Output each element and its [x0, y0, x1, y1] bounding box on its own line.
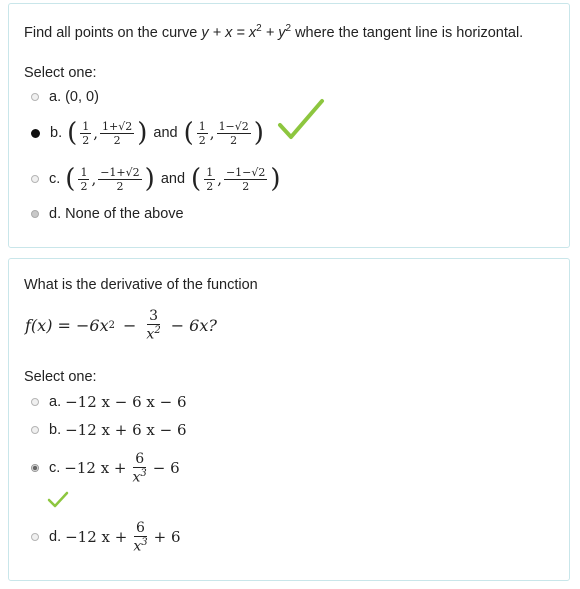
fraction: $\frac{6}{x^3}$ — [133, 519, 148, 555]
option-a[interactable] — [31, 86, 99, 108]
option-letter: b. — [49, 422, 62, 438]
option-letter: a. — [49, 394, 62, 410]
fraction: $\frac{1-√2}{2}$ — [218, 119, 249, 147]
comma: , — [217, 170, 222, 188]
comma: , — [93, 124, 99, 142]
fraction: $\frac{1}{2}$ — [198, 119, 206, 147]
radio-button[interactable] — [31, 426, 39, 434]
minus-sign: − — [123, 315, 137, 335]
checkmark-icon — [277, 97, 325, 141]
option-a[interactable] — [31, 391, 187, 413]
open-paren: ( — [67, 118, 78, 148]
question-suffix: where the tangent line is horizontal. — [291, 24, 524, 41]
question-card-2 — [8, 258, 570, 581]
question-prefix: Find all points on the curve — [24, 24, 202, 41]
comma: , — [209, 124, 215, 142]
option-math: −12 x − 6 x − 6 — [65, 393, 187, 411]
open-paren: ( — [65, 164, 76, 194]
radio-button[interactable] — [31, 175, 39, 183]
fraction: $\frac{1}{2}$ — [206, 165, 214, 193]
option-math: − 6 — [152, 459, 180, 477]
option-b[interactable] — [31, 118, 265, 148]
question-text — [24, 23, 523, 41]
open-paren: ( — [191, 164, 202, 194]
option-d[interactable] — [31, 518, 181, 556]
and-text: and — [153, 125, 178, 141]
option-d[interactable] — [31, 203, 184, 225]
option-text: (0, 0) — [65, 89, 99, 105]
close-paren: ) — [270, 164, 281, 194]
option-letter: d. — [49, 206, 62, 222]
select-one-label: Select one: — [24, 369, 97, 385]
fraction: $\frac{6}{x^3}$ — [132, 450, 147, 486]
radio-button[interactable] — [31, 398, 39, 406]
fraction: $\frac{-1+√2}{2}$ — [100, 165, 140, 193]
question-math-mid: + y — [261, 24, 286, 41]
checkmark-icon — [47, 491, 69, 509]
select-one-label: Select one: — [24, 65, 97, 81]
option-letter: b. — [50, 125, 63, 141]
radio-button[interactable] — [31, 533, 39, 541]
exponent: 2 — [285, 23, 292, 34]
option-text: None of the above — [65, 206, 184, 222]
fraction: $\frac{1}{2}$ — [80, 165, 88, 193]
function-expression — [25, 303, 217, 347]
option-letter: c. — [49, 460, 61, 476]
option-math: −12 x + — [64, 459, 127, 477]
function-lhs: f(x) = −6x — [25, 315, 109, 335]
fraction: $\frac{1+√2}{2}$ — [102, 119, 133, 147]
close-paren: ) — [144, 164, 155, 194]
exponent: 2 — [256, 23, 262, 34]
fraction: $\frac{-1-√2}{2}$ — [225, 165, 266, 193]
comma: , — [91, 170, 97, 188]
option-letter: a. — [49, 89, 62, 105]
fraction: $\frac{1}{2}$ — [82, 119, 90, 147]
and-text: and — [160, 171, 186, 187]
option-math: + 6 — [153, 528, 181, 546]
option-letter: c. — [49, 171, 61, 187]
option-c[interactable] — [31, 164, 282, 194]
close-paren: ) — [253, 118, 264, 148]
option-math: −12 x + 6 x − 6 — [65, 421, 187, 439]
exponent: 2 — [108, 319, 115, 331]
radio-button-selected[interactable] — [31, 129, 40, 138]
question-card-1 — [8, 3, 570, 248]
radio-button-selected[interactable] — [31, 464, 39, 472]
fraction: $\frac{3}{x^2}$ — [146, 307, 161, 343]
close-paren: ) — [137, 118, 148, 148]
option-math: −12 x + — [65, 528, 128, 546]
radio-button[interactable] — [31, 93, 39, 101]
function-tail: − 6x? — [170, 315, 217, 335]
option-letter: d. — [49, 529, 62, 545]
radio-button[interactable] — [31, 210, 39, 218]
option-c[interactable] — [31, 449, 180, 487]
question-math: y + x = x — [201, 24, 257, 41]
option-b[interactable] — [31, 419, 187, 441]
question-text: What is the derivative of the function — [24, 277, 258, 293]
open-paren: ( — [183, 118, 194, 148]
